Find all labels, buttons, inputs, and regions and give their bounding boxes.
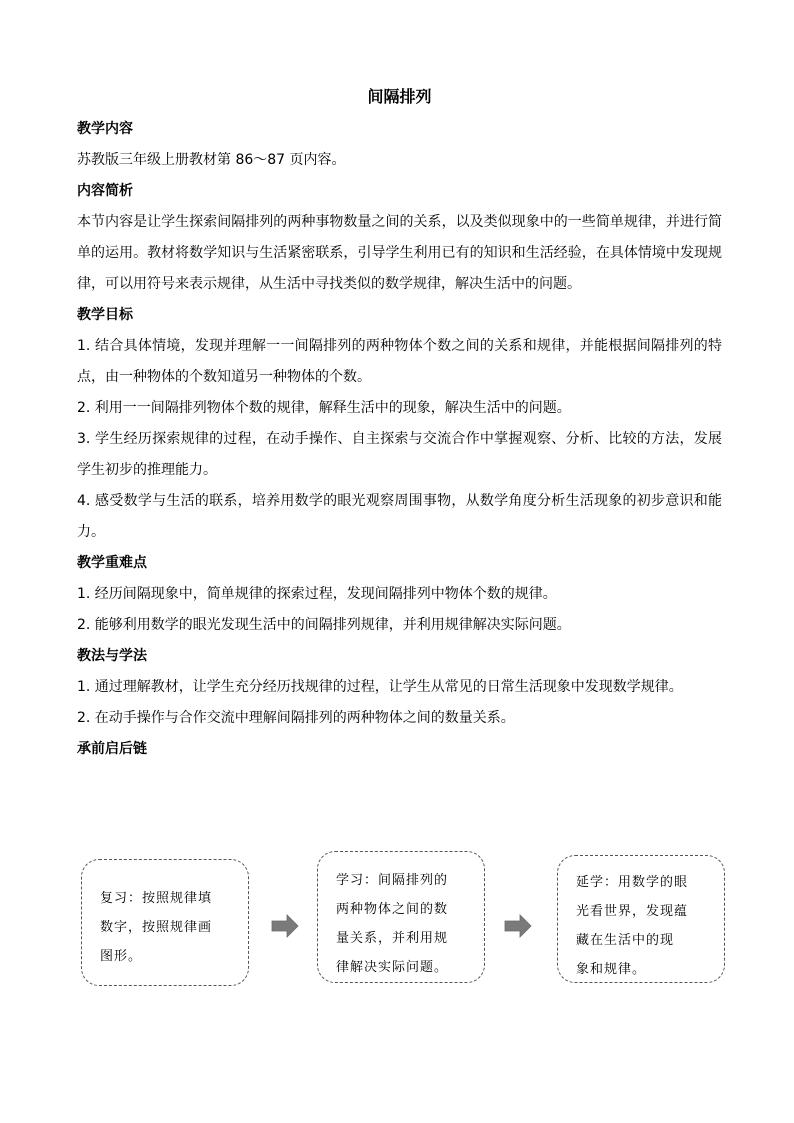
section-heading: 教学内容 bbox=[77, 121, 133, 137]
method-item-2: 2. 在动手操作与合作交流中理解间隔排列的两种物体之间的数量关系。 bbox=[77, 710, 515, 726]
box-line: 藏在生活中的现 bbox=[576, 933, 675, 948]
section-chain bbox=[77, 734, 722, 765]
section-heading: 内容简析 bbox=[77, 183, 133, 199]
difficulty-item-1: 1. 经历间隔现象中，简单规律的探索过程，发现间隔排列中物体个数的规律。 bbox=[77, 586, 557, 602]
section-content-analysis bbox=[77, 176, 722, 300]
box-line: 延学：用数学的眼 bbox=[576, 875, 689, 890]
study-box bbox=[317, 851, 485, 983]
document-title: 间隔排列 bbox=[367, 87, 432, 106]
document-page bbox=[77, 82, 722, 765]
box-line: 两种物体之间的数 bbox=[336, 902, 449, 917]
section-heading: 教法与学法 bbox=[77, 648, 147, 664]
section-key-difficulties bbox=[77, 548, 722, 641]
extension-box bbox=[557, 855, 725, 983]
box-line: 律解决实际问题。 bbox=[336, 960, 449, 975]
goal-item-4: 4. 感受数学与生活的联系，培养用数学的眼光观察周围事物，从数学角度分析生活现象的初步意识和能力。 bbox=[77, 493, 722, 540]
section-teaching-content bbox=[77, 114, 722, 176]
box-line: 光看世界，发现蕴 bbox=[576, 904, 689, 919]
goal-item-3: 3. 学生经历探索规律的过程，在动手操作、自主探索与交流合作中掌握观察、分析、比较的方法，发展学生初步的推理能力。 bbox=[77, 431, 722, 478]
section-heading: 教学重难点 bbox=[77, 555, 147, 571]
section-heading: 教学目标 bbox=[77, 307, 133, 323]
box-line: 象和规律。 bbox=[576, 962, 647, 977]
goal-item-1: 1. 结合具体情境，发现并理解一一间隔排列的两种物体个数之间的关系和规律，并能根据间隔排列的特点，由一种物体的个数知道另一种物体的个数。 bbox=[77, 338, 722, 385]
section-paragraph: 苏教版三年级上册教材第 86～87 页内容。 bbox=[77, 152, 346, 168]
goal-item-2: 2. 利用一一间隔排列物体个数的规律，解释生活中的现象，解决生活中的问题。 bbox=[77, 400, 571, 416]
section-teaching-goals bbox=[77, 300, 722, 548]
section-heading: 承前启后链 bbox=[77, 741, 147, 757]
box-line: 学习：间隔排列的 bbox=[336, 873, 449, 888]
box-line: 量关系，并利用规 bbox=[336, 931, 449, 946]
right-arrow-icon bbox=[504, 914, 532, 938]
method-item-1: 1. 通过理解教材，让学生充分经历找规律的过程，让学生从常见的日常生活现象中发现数学规律。 bbox=[77, 679, 683, 695]
box-line: 数字，按照规律画 bbox=[100, 920, 213, 935]
section-methods bbox=[77, 641, 722, 734]
difficulty-item-2: 2. 能够利用数学的眼光发现生活中的间隔排列规律，并利用规律解决实际问题。 bbox=[77, 617, 571, 633]
right-arrow-icon bbox=[271, 914, 299, 938]
section-paragraph: 本节内容是让学生探索间隔排列的两种事物数量之间的关系，以及类似现象中的一些简单规律，并进行简单的运用。教材将数学知识与生活紧密联系，引导学生利用已有的知识和生活经验，在具体情境中发现规律，可以用符号来表示规律，从生活中寻找类似的数学规律，解决生活中的问题。 bbox=[77, 214, 722, 292]
box-line: 图形。 bbox=[100, 949, 143, 964]
review-box bbox=[81, 859, 249, 986]
box-line: 复习：按照规律填 bbox=[100, 891, 213, 906]
